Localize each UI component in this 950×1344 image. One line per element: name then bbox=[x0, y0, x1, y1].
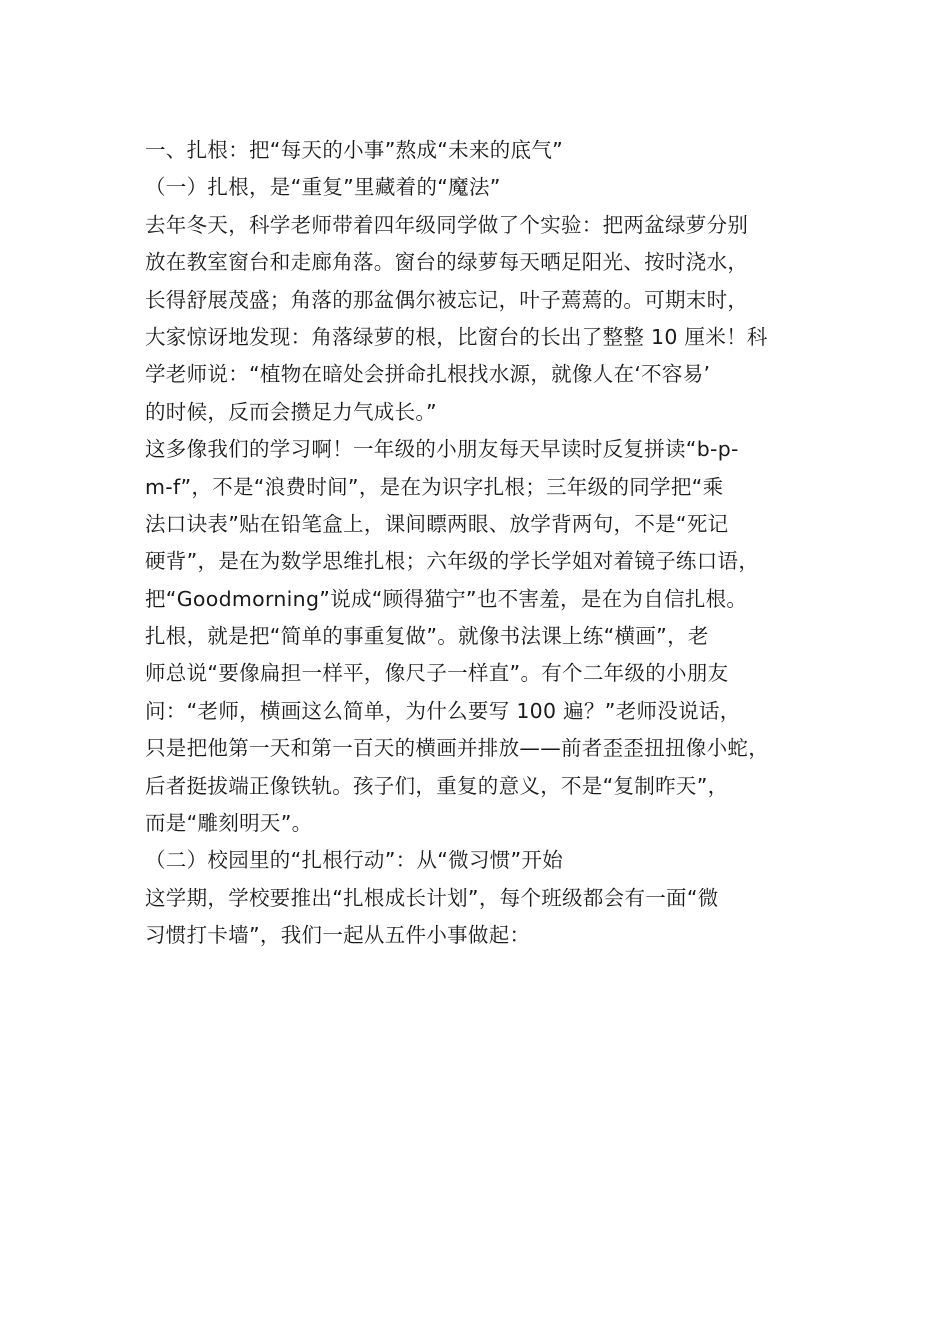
paragraph-line: 学老师说：“植物在暗处会拼命扎根找水源，就像人在‘不容易’ bbox=[145, 362, 711, 387]
paragraph-line: 后者挺拔端正像铁轨。孩子们，重复的意义，不是“复制昨天”， bbox=[145, 773, 729, 798]
subsection-heading: （一）扎根，是“重复”里藏着的“魔法” bbox=[145, 175, 501, 200]
paragraph-line: 硬背”，是在为数学思维扎根；六年级的学长学姐对着镜子练口语， bbox=[145, 549, 760, 574]
paragraph-line: 师总说“要像扁担一样平，像尺子一样直”。有个二年级的小朋友 bbox=[145, 661, 729, 686]
paragraph-line: 只是把他第一天和第一百天的横画并排放——前者歪歪扭扭像小蛇， bbox=[145, 736, 769, 761]
paragraph-line: m-f”，不是“浪费时间”，是在为识字扎根；三年级的同学把“乘 bbox=[145, 474, 724, 499]
paragraph-line: 法口诀表”贴在铅笔盒上，课间瞟两眼、放学背两句，不是“死记 bbox=[145, 511, 729, 536]
paragraph-line: 这多像我们的学习啊！一年级的小朋友每天早读时反复拼读“b-p- bbox=[145, 437, 739, 462]
subsection-heading: （二）校园里的“扎根行动”：从“微习惯”开始 bbox=[145, 848, 564, 873]
paragraph-line: 问：“老师，横画这么简单，为什么要写 100 遍？”老师没说话， bbox=[145, 698, 741, 723]
document-body bbox=[145, 132, 825, 955]
paragraph-line: 扎根，就是把“简单的事重复做”。就像书法课上练“横画”，老 bbox=[145, 624, 709, 649]
paragraph-line: 的时候，反而会攒足力气成长。” bbox=[145, 399, 437, 424]
paragraph-line: 习惯打卡墙”，我们一起从五件小事做起： bbox=[145, 923, 531, 948]
paragraph-line: 去年冬天，科学老师带着四年级同学做了个实验：把两盆绿萝分别 bbox=[145, 212, 749, 237]
paragraph-line: 而是“雕刻明天”。 bbox=[145, 811, 313, 836]
section-heading: 一、扎根：把“每天的小事”熬成“未来的底气” bbox=[145, 138, 564, 162]
paragraph-line: 放在教室窗台和走廊角落。窗台的绿萝每天晒足阳光、按时浇水， bbox=[145, 250, 749, 275]
paragraph-line: 这学期，学校要推出“扎根成长计划”，每个班级都会有一面“微 bbox=[145, 885, 719, 910]
paragraph-line: 大家惊讶地发现：角落绿萝的根，比窗台的长出了整整 10 厘米！科 bbox=[145, 324, 768, 349]
paragraph-line: 长得舒展茂盛；角落的那盆偶尔被忘记，叶子蔫蔫的。可期末时， bbox=[145, 287, 749, 312]
paragraph-line: 把“Goodmorning”说成“顾得猫宁”也不害羞，是在为自信扎根。 bbox=[145, 586, 748, 611]
